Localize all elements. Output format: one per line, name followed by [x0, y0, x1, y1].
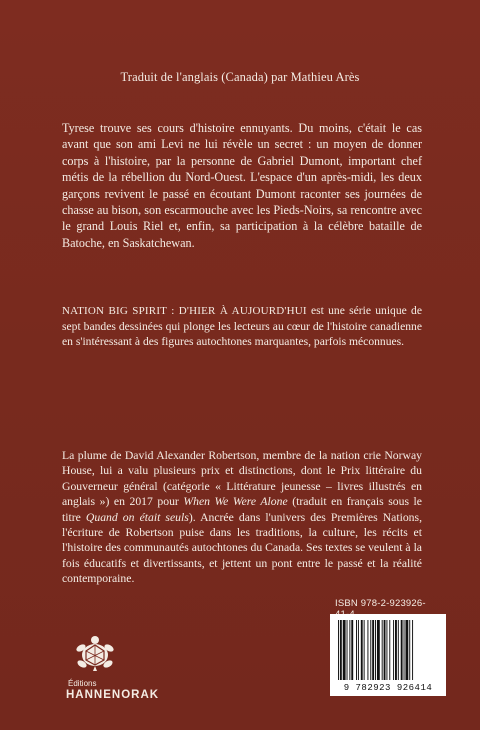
barcode-bar [404, 620, 405, 680]
barcode-bar [358, 620, 359, 680]
author-paragraph [62, 448, 422, 587]
barcode-number: 9 782923 926414 [343, 683, 433, 693]
series-name: NATION BIG SPIRIT : D'HIER À AUJOURD'HUI [62, 305, 307, 317]
author-text-1: La plume de David Alexander Robertson, membre de la nation crie Norway House, lui a valu plusieurs prix et distinctions, dont le Prix littéraire du Gouverneur général (catégorie « Littérature jeunesse – livres illustrés en anglais ») en 2017 pour [62, 449, 422, 509]
barcode-bar [377, 620, 380, 680]
barcode-bar [412, 620, 413, 680]
book-title-french: Quand on était seuls [85, 510, 189, 524]
author-text-3: ). Ancrée dans l'univers des Premières Nations, l'écriture de Robertson puise dans les traditions, la culture, les récits et l'histoire des communautés autochtones du Canada. Ses textes se veulent à la fois éducatifs et divertissants, et jettent un pont entre le passé et la réalité contemporaine. [62, 510, 422, 586]
barcode-bar [349, 620, 350, 680]
barcode-bar [347, 620, 348, 680]
synopsis-paragraph: Tyrese trouve ses cours d'histoire ennuyants. Du moins, c'était le cas avant que son ami Levi ne lui révèle un secret : un moyen de donner corps à l'histoire, par la personne de Gabriel Dumont, important chef métis de la rébellion du Nord-Ouest. L'espace d'un après-midi, les deux garçons revivent le passé en écoutant Dumont raconter ses journées de chasse au bison, son escarmouche avec les Pieds-Noirs, sa rencontre avec le grand Louis Riel et, enfin, sa participation à la célèbre bataille de Batoche, en Saskatchewan. [62, 121, 422, 250]
barcode-bar [367, 620, 368, 680]
book-title-english: When We Were Alone [183, 495, 288, 509]
series-paragraph [62, 303, 422, 350]
barcode-bar [340, 620, 342, 680]
turtle-icon [72, 633, 118, 673]
translator-credit: Traduit de l'anglais (Canada) par Mathieu Arès [120, 70, 360, 84]
author-text-2: (traduit en français sous le titre [62, 495, 422, 524]
barcode-bar [384, 620, 386, 680]
barcode-bar [395, 620, 397, 680]
publisher-logo [50, 633, 160, 713]
barcode-bar [389, 620, 390, 680]
barcode-bar [338, 620, 339, 680]
barcode-bar [375, 620, 376, 680]
barcode-bar [382, 620, 383, 680]
barcode-bar [356, 620, 357, 680]
barcode-bar [351, 620, 353, 680]
barcode-bar [409, 620, 410, 680]
series-description: est une série unique de sept bandes dessinées qui plonge les lecteurs au cœur de l'histoire canadienne en s'intéressant à des figures autochtones marquantes, parfois méconnues. [62, 304, 422, 349]
barcode-bar [364, 620, 365, 680]
barcode-bar [361, 620, 363, 680]
barcode-bar [370, 620, 371, 680]
publisher-editions-label: Éditions [68, 679, 97, 688]
barcode-bar [393, 620, 394, 680]
barcode-bar [405, 620, 408, 680]
isbn-label: ISBN 978-2-923926- [335, 598, 426, 609]
barcode-bar [401, 620, 403, 680]
barcode-bars [336, 620, 440, 680]
publisher-name: HANNENORAK [66, 689, 160, 701]
barcode-bar [386, 620, 387, 680]
barcode-bar [343, 620, 346, 680]
barcode-bar [372, 620, 374, 680]
barcode [330, 614, 446, 696]
barcode-bar [398, 620, 399, 680]
